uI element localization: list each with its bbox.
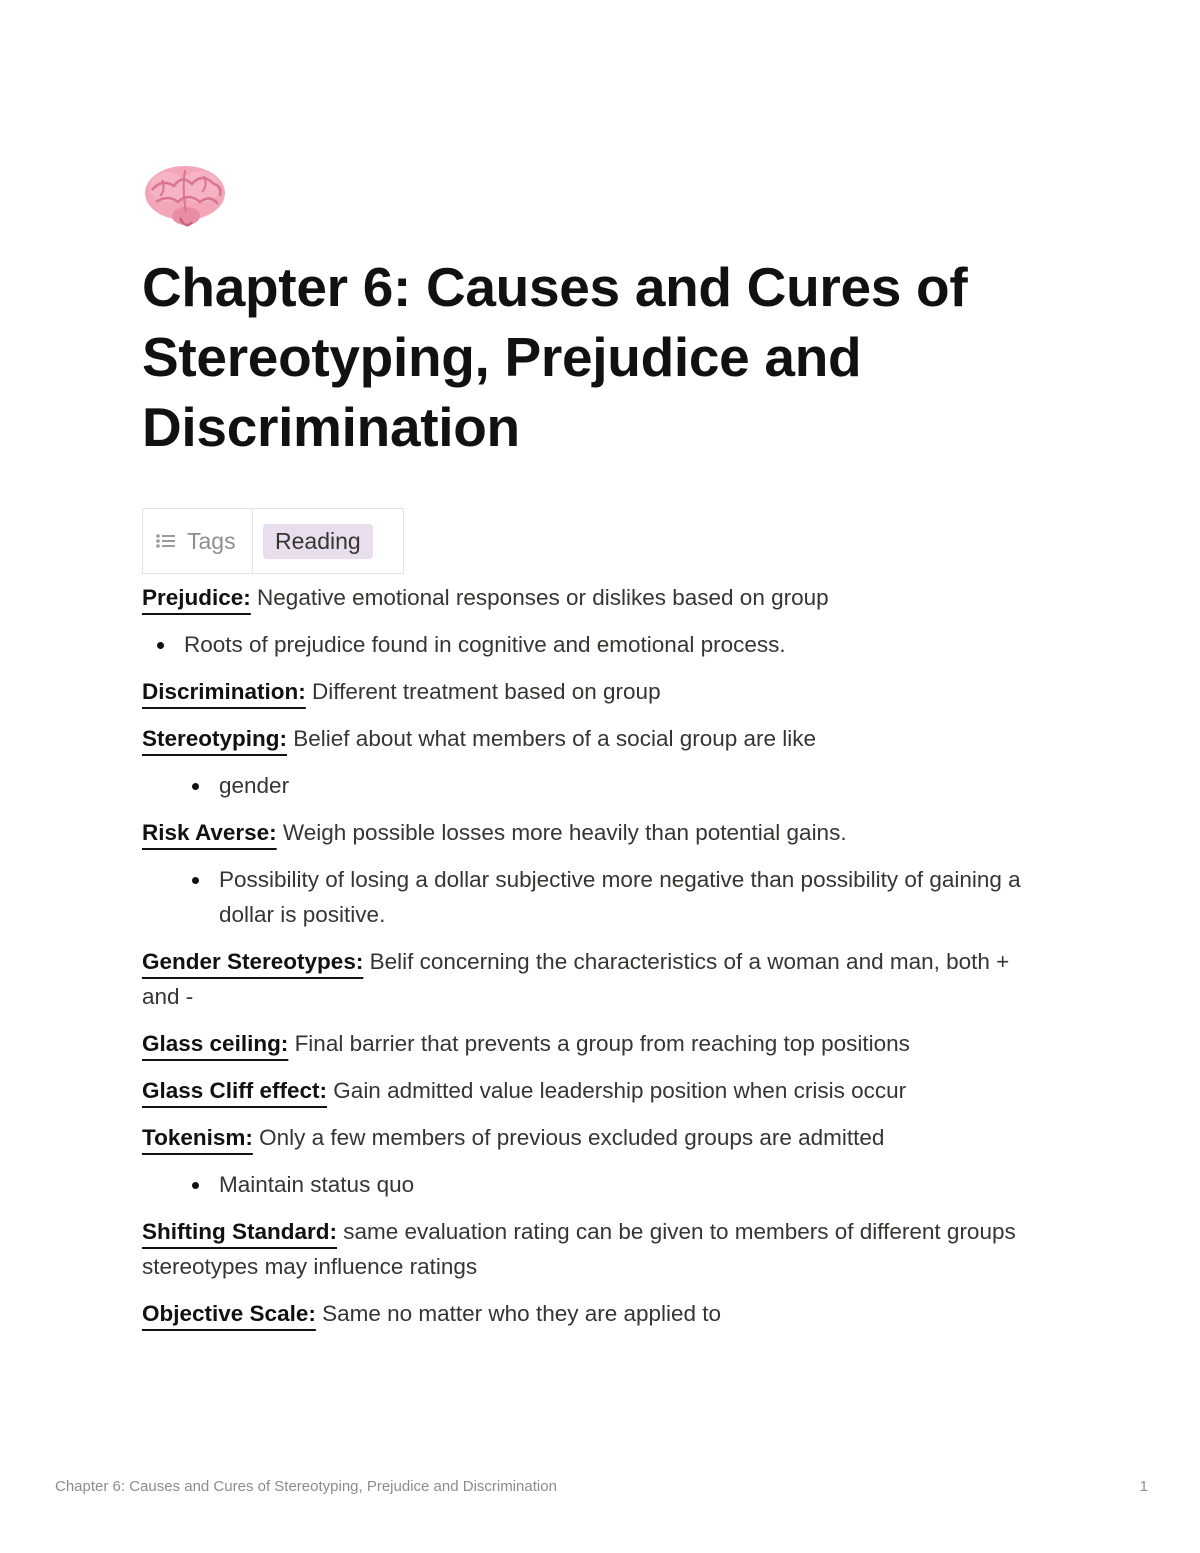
term-shifting-standard: Shifting Standard:	[142, 1219, 337, 1244]
definition-text: Different treatment based on group	[305, 679, 661, 704]
list-item	[142, 627, 1042, 662]
definition-discrimination	[142, 674, 1042, 709]
definition-glass-cliff	[142, 1073, 1042, 1108]
definition-gender-stereotypes	[142, 944, 1042, 1014]
list-item	[142, 1167, 1042, 1202]
definition-text: Negative emotional responses or dislikes based on group	[250, 585, 829, 610]
page-title: Chapter 6: Causes and Cures of Stereotyping, Prejudice and Discrimination	[142, 256, 968, 458]
list-item-text: Roots of prejudice found in cognitive and emotional process.	[184, 632, 786, 657]
tag-reading[interactable]: Reading	[263, 524, 373, 559]
brain-icon	[142, 160, 228, 234]
page-footer	[55, 1478, 1148, 1495]
definition-text: Final barrier that prevents a group from reaching top positions	[288, 1031, 910, 1056]
definition-text: Only a few members of previous excluded groups are admitted	[252, 1125, 885, 1150]
list-item-text: Maintain status quo	[219, 1172, 415, 1197]
term-gender-stereotypes: Gender Stereotypes:	[142, 949, 364, 974]
term-objective-scale: Objective Scale:	[142, 1301, 316, 1326]
term-stereotyping: Stereotyping:	[142, 726, 288, 751]
definition-text: Belif concerning the characteristics of a woman and man, both + and -	[142, 949, 1010, 1009]
definition-glass-ceiling	[142, 1026, 1042, 1061]
tags-property-label	[143, 509, 253, 573]
term-tokenism: Tokenism:	[142, 1125, 253, 1150]
list-item-text: Possibility of losing a dollar subjective more negative than possibility of gaining a dollar is positive.	[219, 867, 1021, 927]
definition-stereotyping	[142, 721, 1042, 756]
tags-label: Tags	[187, 527, 236, 554]
page-number: 1	[1139, 1478, 1148, 1495]
bullet-icon	[192, 783, 199, 790]
list-item-text: gender	[219, 773, 290, 798]
bullet-icon	[192, 877, 199, 884]
definition-text: same evaluation rating can be given to members of different groups stereotypes may influence ratings	[142, 1219, 1016, 1279]
bullet-icon	[157, 642, 164, 649]
list-item	[142, 768, 1042, 803]
definition-shifting-standard	[142, 1214, 1042, 1284]
definition-text: Belief about what members of a social group are like	[287, 726, 817, 751]
list-icon	[155, 530, 177, 552]
footer-title: Chapter 6: Causes and Cures of Stereotyping, Prejudice and Discrimination	[55, 1478, 557, 1495]
definition-text: Same no matter who they are applied to	[315, 1301, 722, 1326]
definition-tokenism	[142, 1120, 1042, 1155]
term-discrimination: Discrimination:	[142, 679, 306, 704]
bullet-icon	[192, 1182, 199, 1189]
term-glass-cliff: Glass Cliff effect:	[142, 1078, 328, 1103]
definition-risk-averse	[142, 815, 1042, 850]
definition-prejudice	[142, 580, 1042, 615]
document-body	[142, 580, 1042, 1343]
term-prejudice: Prejudice:	[142, 585, 251, 610]
definition-objective-scale	[142, 1296, 1042, 1331]
definition-text: Gain admitted value leadership position when crisis occur	[327, 1078, 907, 1103]
term-risk-averse: Risk Averse:	[142, 820, 277, 845]
properties-row	[142, 508, 404, 574]
list-item	[142, 862, 1042, 932]
definition-text: Weigh possible losses more heavily than potential gains.	[276, 820, 847, 845]
term-glass-ceiling: Glass ceiling:	[142, 1031, 289, 1056]
tags-property-value[interactable]	[253, 509, 403, 573]
